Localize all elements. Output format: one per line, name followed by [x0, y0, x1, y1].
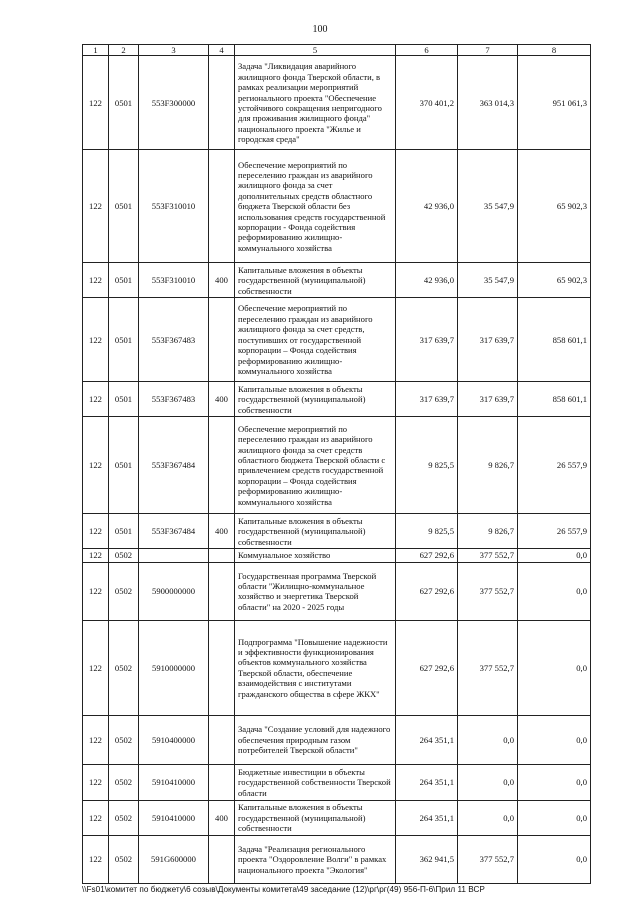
cell-type [209, 549, 235, 562]
cell-code: 122 [83, 263, 109, 298]
cell-amount-2: 0,0 [458, 715, 518, 764]
cell-description: Обеспечение мероприятий по переселению граждан из аварийного жилищного фонда за счет средств областного бюджета Тверской области с привлечением средств государственной корпорации – Фонда содействия реформированию жилищно-коммунального хозяйства [235, 417, 396, 514]
cell-amount-2: 377 552,7 [458, 835, 518, 883]
cell-description: Обеспечение мероприятий по переселению граждан из аварийного жилищного фонда за счет средств, поступивших от государственной корпорации – Фонда содействия реформированию жилищно-коммунального хозяйства [235, 298, 396, 382]
cell-amount-2: 317 639,7 [458, 382, 518, 417]
cell-amount-1: 9 825,5 [396, 417, 458, 514]
page-number: 100 [312, 24, 328, 35]
table-row [83, 764, 591, 800]
cell-amount-1: 370 401,2 [396, 56, 458, 150]
cell-amount-1: 42 936,0 [396, 263, 458, 298]
cell-amount-3: 65 902,3 [518, 150, 591, 263]
cell-amount-1: 627 292,6 [396, 562, 458, 620]
cell-amount-2: 35 547,9 [458, 150, 518, 263]
cell-target: 5910410000 [139, 800, 209, 835]
cell-code: 122 [83, 620, 109, 715]
cell-amount-1: 627 292,6 [396, 620, 458, 715]
cell-code: 122 [83, 56, 109, 150]
cell-amount-2: 9 826,7 [458, 514, 518, 549]
cell-amount-2: 9 826,7 [458, 417, 518, 514]
cell-amount-3: 858 601,1 [518, 382, 591, 417]
cell-section: 0501 [109, 382, 139, 417]
table-row [83, 263, 591, 298]
cell-section: 0502 [109, 764, 139, 800]
cell-section: 0502 [109, 835, 139, 883]
cell-type [209, 150, 235, 263]
table-row [83, 562, 591, 620]
cell-target: 5900000000 [139, 562, 209, 620]
column-header: 2 [109, 45, 139, 56]
cell-type: 400 [209, 800, 235, 835]
cell-target [139, 549, 209, 562]
table-row [83, 417, 591, 514]
cell-description: Капитальные вложения в объекты государственной (муниципальной) собственности [235, 382, 396, 417]
cell-type [209, 562, 235, 620]
table-row [83, 549, 591, 562]
cell-amount-3: 26 557,9 [518, 514, 591, 549]
cell-amount-3: 26 557,9 [518, 417, 591, 514]
cell-section: 0501 [109, 263, 139, 298]
cell-description: Задача "Ликвидация аварийного жилищного фонда Тверской области, в рамках реализации мероприятий регионального проекта "Обеспечение устойчивого сокращения непригодного для проживания жилищного фонда" национального проекта "Жилье и городская среда" [235, 56, 396, 150]
cell-code: 122 [83, 150, 109, 263]
cell-type [209, 715, 235, 764]
cell-type [209, 417, 235, 514]
cell-description: Государственная программа Тверской области "Жилищно-коммунальное хозяйство и энергетика Тверской области" на 2020 - 2025 годы [235, 562, 396, 620]
cell-description: Обеспечение мероприятий по переселению граждан из аварийного жилищного фонда за счет дополнительных средств областного бюджета Тверской области без использования средств государственной корпорации - Фонда содействия реформированию жилищно-коммунального хозяйства [235, 150, 396, 263]
cell-code: 122 [83, 715, 109, 764]
cell-type: 400 [209, 263, 235, 298]
cell-section: 0501 [109, 56, 139, 150]
cell-section: 0501 [109, 417, 139, 514]
cell-description: Задача "Создание условий для надежного обеспечения природным газом потребителей Тверской области" [235, 715, 396, 764]
cell-code: 122 [83, 764, 109, 800]
cell-type [209, 298, 235, 382]
column-header: 7 [458, 45, 518, 56]
cell-amount-1: 627 292,6 [396, 549, 458, 562]
cell-amount-2: 377 552,7 [458, 620, 518, 715]
cell-type: 400 [209, 382, 235, 417]
cell-section: 0501 [109, 298, 139, 382]
cell-section: 0502 [109, 620, 139, 715]
table-row [83, 835, 591, 883]
cell-code: 122 [83, 835, 109, 883]
cell-amount-3: 0,0 [518, 549, 591, 562]
cell-type [209, 620, 235, 715]
table-row [83, 56, 591, 150]
cell-amount-2: 377 552,7 [458, 549, 518, 562]
cell-section: 0502 [109, 562, 139, 620]
cell-amount-2: 35 547,9 [458, 263, 518, 298]
cell-type [209, 56, 235, 150]
cell-code: 122 [83, 382, 109, 417]
cell-description: Подпрограмма "Повышение надежности и эффективности функционирования объектов коммунального хозяйства Тверской области, обеспечение взаимодействия с институтами гражданского общества в сфере ЖКХ" [235, 620, 396, 715]
column-header: 6 [396, 45, 458, 56]
table-row [83, 715, 591, 764]
cell-amount-2: 363 014,3 [458, 56, 518, 150]
cell-type: 400 [209, 514, 235, 549]
cell-amount-1: 362 941,5 [396, 835, 458, 883]
cell-amount-3: 0,0 [518, 764, 591, 800]
table-row [83, 298, 591, 382]
cell-description: Бюджетные инвестиции в объекты государственной собственности Тверской области [235, 764, 396, 800]
cell-amount-1: 264 351,1 [396, 800, 458, 835]
table-row [83, 620, 591, 715]
cell-target: 553F300000 [139, 56, 209, 150]
cell-amount-1: 264 351,1 [396, 764, 458, 800]
cell-amount-1: 42 936,0 [396, 150, 458, 263]
cell-section: 0501 [109, 514, 139, 549]
cell-amount-2: 0,0 [458, 800, 518, 835]
cell-target: 553F310010 [139, 263, 209, 298]
cell-code: 122 [83, 417, 109, 514]
table-row [83, 382, 591, 417]
cell-type [209, 764, 235, 800]
cell-amount-1: 264 351,1 [396, 715, 458, 764]
cell-code: 122 [83, 549, 109, 562]
cell-section: 0502 [109, 800, 139, 835]
cell-section: 0501 [109, 150, 139, 263]
column-header: 4 [209, 45, 235, 56]
cell-amount-2: 0,0 [458, 764, 518, 800]
cell-target: 553F367483 [139, 298, 209, 382]
cell-description: Капитальные вложения в объекты государственной (муниципальной) собственности [235, 263, 396, 298]
cell-target: 553F367484 [139, 417, 209, 514]
file-path-footer: \\Fs01\комитет по бюджету\6 созыв\Документы комитета\49 заседание (12)\рг\рг(49) 956-П-6\Прил 11 ВСР [82, 885, 485, 894]
cell-target: 553F367483 [139, 382, 209, 417]
cell-code: 122 [83, 562, 109, 620]
cell-target: 5910410000 [139, 764, 209, 800]
cell-amount-3: 0,0 [518, 835, 591, 883]
cell-description: Капитальные вложения в объекты государственной (муниципальной) собственности [235, 800, 396, 835]
column-header: 8 [518, 45, 591, 56]
cell-code: 122 [83, 514, 109, 549]
cell-target: 5910000000 [139, 620, 209, 715]
cell-section: 0502 [109, 715, 139, 764]
budget-table [82, 44, 591, 884]
cell-target: 553F310010 [139, 150, 209, 263]
column-header: 3 [139, 45, 209, 56]
cell-amount-3: 0,0 [518, 800, 591, 835]
cell-target: 5910400000 [139, 715, 209, 764]
cell-amount-3: 0,0 [518, 715, 591, 764]
cell-section: 0502 [109, 549, 139, 562]
cell-amount-3: 65 902,3 [518, 263, 591, 298]
cell-amount-3: 858 601,1 [518, 298, 591, 382]
cell-amount-3: 0,0 [518, 562, 591, 620]
cell-amount-2: 317 639,7 [458, 298, 518, 382]
cell-amount-2: 377 552,7 [458, 562, 518, 620]
table-row [83, 150, 591, 263]
cell-code: 122 [83, 298, 109, 382]
cell-amount-3: 951 061,3 [518, 56, 591, 150]
cell-type [209, 835, 235, 883]
cell-description: Задача "Реализация регионального проекта "Оздоровление Волги" в рамках национального проекта "Экология" [235, 835, 396, 883]
cell-description: Коммунальное хозяйство [235, 549, 396, 562]
column-header: 5 [235, 45, 396, 56]
cell-amount-1: 317 639,7 [396, 298, 458, 382]
cell-code: 122 [83, 800, 109, 835]
table-row [83, 514, 591, 549]
column-header: 1 [83, 45, 109, 56]
cell-amount-1: 9 825,5 [396, 514, 458, 549]
cell-target: 591G600000 [139, 835, 209, 883]
table-header-row [83, 45, 591, 56]
cell-description: Капитальные вложения в объекты государственной (муниципальной) собственности [235, 514, 396, 549]
cell-amount-3: 0,0 [518, 620, 591, 715]
table-row [83, 800, 591, 835]
cell-amount-1: 317 639,7 [396, 382, 458, 417]
cell-target: 553F367484 [139, 514, 209, 549]
